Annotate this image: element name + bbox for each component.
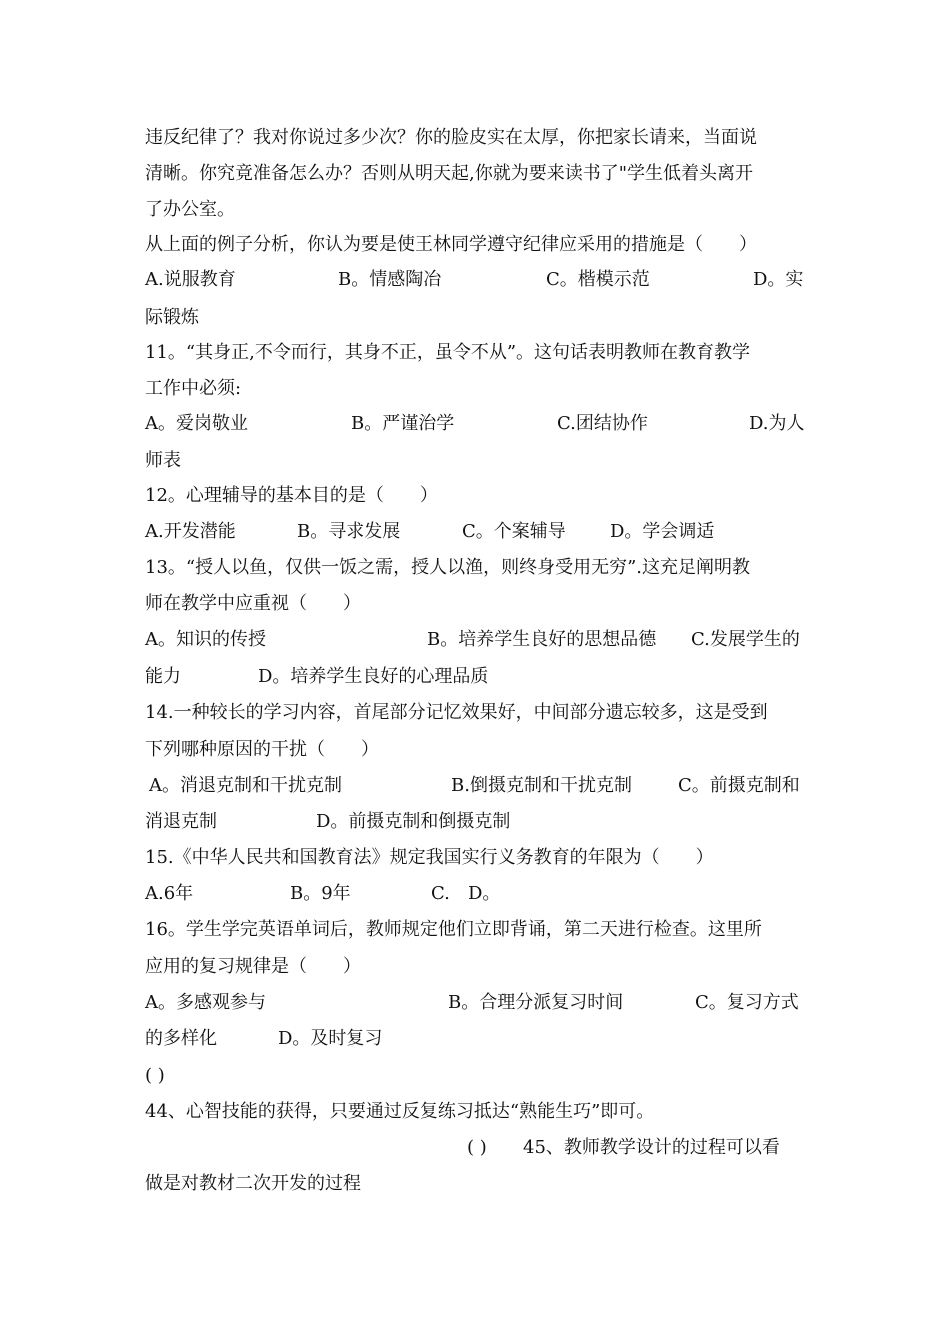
- option-d-continuation: 际锻炼: [145, 307, 199, 328]
- option-c: C。复习方式: [695, 992, 799, 1013]
- option-c: C.发展学生的: [691, 629, 800, 650]
- question-11-stem: 11。“其身正,不令而行，其身不正，虽令不从”。这句话表明教师在教育教学: [145, 342, 751, 363]
- question-15-stem: 15.《中华人民共和国教育法》规定我国实行义务教育的年限为（ ）: [145, 847, 714, 868]
- option-a: A。知识的传授: [145, 629, 266, 650]
- question-14-stem-cont: 下列哪种原因的干扰（ ）: [145, 739, 379, 760]
- option-a: A.6年: [145, 883, 194, 904]
- option-b: B。合理分派复习时间: [448, 992, 624, 1013]
- question-12-stem: 12。心理辅导的基本目的是（ ）: [145, 485, 438, 506]
- option-c: C.: [431, 883, 450, 904]
- judge-question-44: 44、心智技能的获得，只要通过反复练习抵达“熟能生巧”即可。: [145, 1101, 655, 1122]
- answer-paren: ( ): [467, 1137, 487, 1158]
- option-d: D。及时复习: [278, 1028, 383, 1049]
- option-c: C。个案辅导: [462, 521, 566, 542]
- option-d-continuation: 师表: [145, 450, 181, 471]
- text-line: 了办公室。: [145, 199, 235, 220]
- question-10-stem: 从上面的例子分析，你认为要是使王林同学遵守纪律应采用的措施是（ ）: [145, 234, 757, 255]
- option-d: D。学会调适: [610, 521, 715, 542]
- option-c-continuation: 消退克制: [145, 811, 217, 832]
- option-c: C.团结协作: [557, 413, 648, 434]
- judge-question-45-cont: 做是对教材二次开发的过程: [145, 1173, 361, 1194]
- option-b: B.倒摄克制和干扰克制: [451, 775, 632, 796]
- option-c-continuation: 能力: [145, 666, 181, 687]
- option-b: B。培养学生良好的思想品德: [427, 629, 657, 650]
- option-d: D。: [468, 883, 501, 904]
- option-d: D。实: [753, 269, 804, 290]
- option-c: C。楷模示范: [546, 269, 650, 290]
- option-d: D。培养学生良好的心理品质: [258, 666, 489, 687]
- option-c-continuation: 的多样化: [145, 1028, 217, 1049]
- option-a: A。爱岗敬业: [145, 413, 248, 434]
- option-b: B。严谨治学: [351, 413, 455, 434]
- question-11-stem-cont: 工作中必须:: [145, 378, 242, 399]
- option-a: A.开发潜能: [145, 521, 236, 542]
- option-a: A.说服教育: [145, 269, 236, 290]
- option-d: D.为人: [749, 413, 805, 434]
- question-13-stem: 13。“授人以鱼，仅供一饭之需，授人以渔，则终身受用无穷”.这充足阐明教: [145, 557, 751, 578]
- question-14-stem: 14.一种较长的学习内容，首尾部分记忆效果好，中间部分遗忘较多，这是受到: [145, 702, 768, 723]
- option-b: B。情感陶冶: [338, 269, 442, 290]
- option-a: A。消退克制和干扰克制: [149, 775, 342, 796]
- question-13-stem-cont: 师在教学中应重视（ ）: [145, 593, 361, 614]
- option-a: A。多感观参与: [145, 992, 266, 1013]
- question-16-stem-cont: 应用的复习规律是（ ）: [145, 956, 361, 977]
- judge-question-45: 45、教师教学设计的过程可以看: [523, 1137, 780, 1158]
- option-d: D。前摄克制和倒摄克制: [316, 811, 511, 832]
- option-b: B。寻求发展: [297, 521, 401, 542]
- text-line: 清晰。你究竟准备怎么办？否则从明天起,你就为要来读书了"学生低着头离开: [145, 163, 753, 184]
- answer-paren: ( ): [145, 1065, 165, 1086]
- question-16-stem: 16。学生学完英语单词后，教师规定他们立即背诵，第二天进行检查。这里所: [145, 919, 762, 940]
- text-line: 违反纪律了？我对你说过多少次？你的脸皮实在太厚，你把家长请来，当面说: [145, 127, 757, 148]
- option-b: B。9年: [290, 883, 351, 904]
- option-c: C。前摄克制和: [678, 775, 800, 796]
